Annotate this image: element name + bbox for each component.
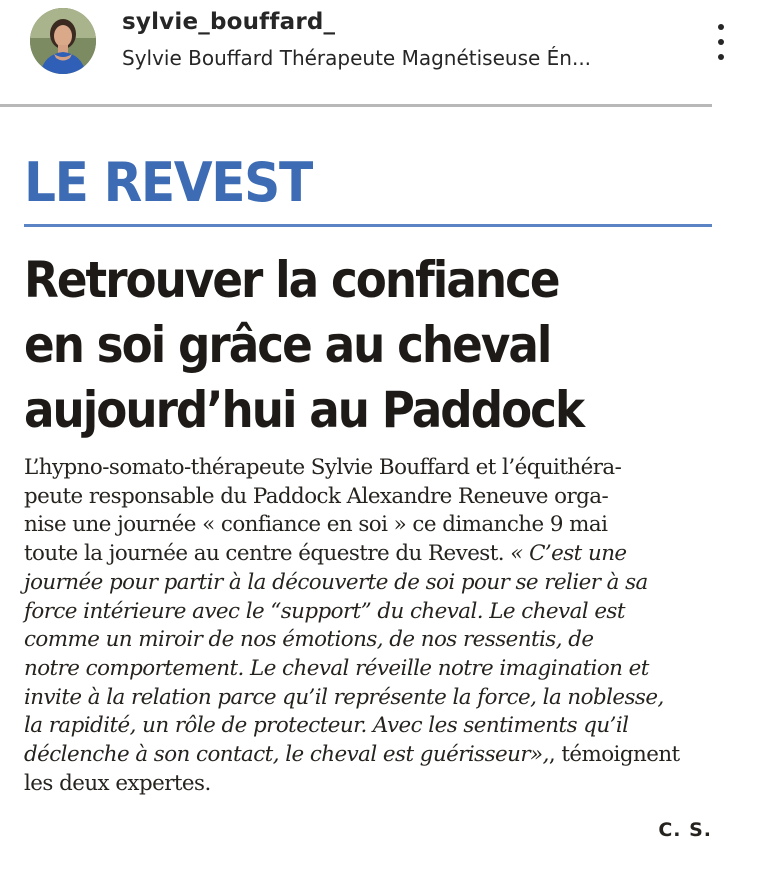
body-fragment: toute la journée au centre équestre du Revest. — [24, 541, 505, 567]
more-dot — [718, 54, 724, 60]
profile-subtitle[interactable]: Sylvie Bouffard Thérapeute Magnétiseuse Én... — [122, 46, 592, 70]
body-line: les deux expertes. — [24, 770, 211, 796]
body-line: force intérieure avec le “support” du cheval. Le cheval est — [24, 598, 625, 624]
body-line — [24, 741, 714, 770]
body-line: comme un miroir de nos émotions, de nos ressentis, de — [24, 627, 594, 653]
body-fragment: , témoignent — [548, 742, 680, 768]
newspaper-clipping-image[interactable] — [0, 90, 768, 881]
profile-avatar[interactable] — [30, 8, 96, 74]
body-line: journée pour partir à la découverte de soi pour se relier à sa — [24, 569, 648, 595]
body-line: L’hypno-somato-thérapeute Sylvie Bouffard et l’équithéra- — [24, 455, 622, 480]
section-rule — [24, 224, 712, 227]
article-body — [24, 454, 714, 798]
more-dot — [718, 39, 724, 45]
section-title: LE REVEST — [24, 151, 312, 214]
body-line: invite à la relation parce qu’il représente la force, la noblesse, — [24, 684, 664, 710]
quote-fragment: « C’est une — [510, 541, 627, 567]
post-header — [0, 0, 768, 90]
more-vertical-icon[interactable] — [706, 18, 736, 66]
body-line: notre comportement. Le cheval réveille notre imagination et — [24, 655, 649, 681]
article-headline — [24, 248, 712, 443]
username[interactable]: sylvie_bouffard_ — [122, 9, 336, 35]
article-byline: C. S. — [658, 819, 712, 841]
body-line — [24, 540, 714, 569]
clipping-top-rule — [0, 104, 712, 107]
quote-fragment: déclenche à son contact, le cheval est guérisseur», — [24, 742, 549, 768]
body-line: la rapidité, un rôle de protecteur. Avec les sentiments qu’il — [24, 713, 629, 739]
headline-line: aujourd’hui au Paddock — [24, 381, 584, 439]
body-line: peute responsable du Paddock Alexandre Reneuve orga- — [24, 483, 609, 509]
more-dot — [718, 24, 724, 30]
headline-line: en soi grâce au cheval — [24, 316, 551, 374]
body-line: nise une journée « confiance en soi » ce dimanche 9 mai — [24, 512, 608, 538]
headline-line: Retrouver la confiance — [24, 251, 559, 309]
